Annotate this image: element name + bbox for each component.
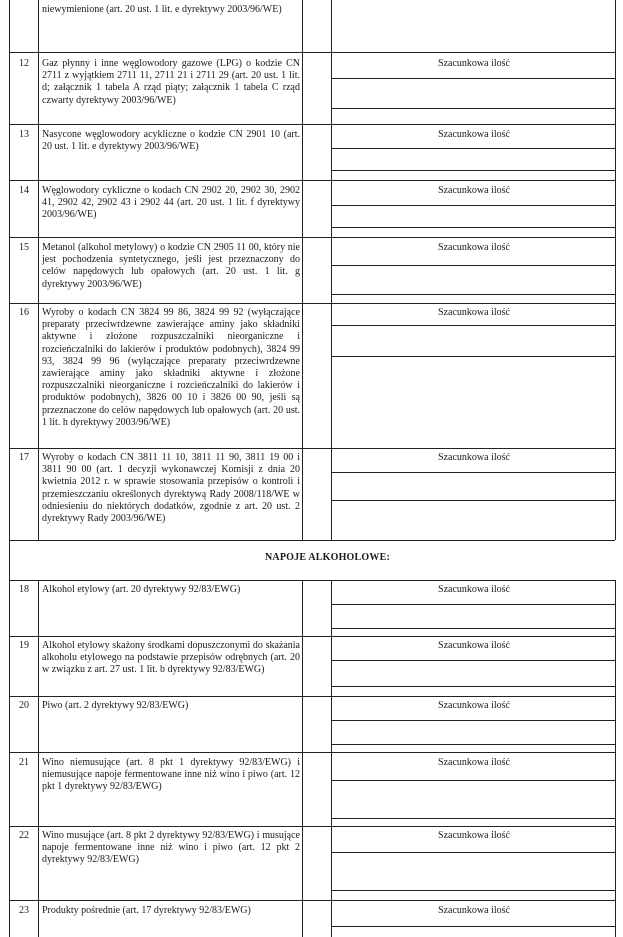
row-border <box>9 580 331 581</box>
row-border <box>9 237 331 238</box>
quantity-border <box>331 926 615 927</box>
row-description: Wino niemusujące (art. 8 pkt 1 dyrektywy 92/83/EWG) i niemusujące napoje fermentowane inne niż wino i piwo (art. 12 pkt 1 dyrektywy 92/83/EWG) <box>42 757 300 793</box>
quantity-border <box>331 325 615 326</box>
row-description: Węglowodory cykliczne o kodach CN 2902 20, 2902 30, 2902 41, 2902 42, 2902 43 i 2902 44 (art. 20 ust. 1 lit. f dyrektywy 2003/96/WE) <box>42 185 300 221</box>
row-number: 23 <box>19 905 29 916</box>
quantity-label: Szacunkowa ilość <box>438 700 510 711</box>
quantity-label: Szacunkowa ilość <box>438 242 510 253</box>
quantity-label: Szacunkowa ilość <box>438 757 510 768</box>
row-description: Gaz płynny i inne węglowodory gazowe (LPG) o kodzie CN 2711 z wyjątkiem 2711 11, 2711 21 i 2711 29 (art. 20 ust. 1 lit. d; załącznik 1 tabela A rząd piąty; załącznik 1 tabela C rząd czwarty dyrektywy 2003/96/WE) <box>42 58 300 106</box>
row-description: Nasycone węglowodory acykliczne o kodzie CN 2901 10 (art. 20 ust. 1 lit. e dyrektywy 2003/96/WE) <box>42 129 300 153</box>
row-description: Alkohol etylowy skażony środkami dopuszczonymi do skażania alkoholu etylowego na podstawie przepisów odrębnych (art. 20 w związku z art. 27 ust. 1 lit. b dyrektywy 92/83/EWG) <box>42 640 300 676</box>
quantity-border <box>331 720 615 721</box>
quantity-border <box>331 78 615 79</box>
row-number: 19 <box>19 640 29 651</box>
row-description: Piwo (art. 2 dyrektywy 92/83/EWG) <box>42 700 189 711</box>
quantity-border <box>331 472 615 473</box>
quantity-border <box>331 744 615 745</box>
row-description: Metanol (alkohol metylowy) o kodzie CN 2905 11 00, który nie jest pochodzenia syntetycznego, jeśli jest przeznaczony do celów napędowych lub opałowych (art. 20 ust. 1 lit. g dyrektywy 2003/96/WE) <box>42 242 300 290</box>
row-border <box>9 180 331 181</box>
row-number: 21 <box>19 757 29 768</box>
quantity-border <box>331 628 615 629</box>
row-number: 22 <box>19 830 29 841</box>
quantity-border <box>331 205 615 206</box>
row-border <box>9 696 331 697</box>
row-number: 17 <box>19 452 29 463</box>
quantity-border <box>331 818 615 819</box>
quantity-label: Szacunkowa ilość <box>438 129 510 140</box>
row-description: Alkohol etylowy (art. 20 dyrektywy 92/83/EWG) <box>42 584 241 595</box>
quantity-label: Szacunkowa ilość <box>438 640 510 651</box>
quantity-border <box>331 356 615 357</box>
quantity-label: Szacunkowa ilość <box>438 185 510 196</box>
row-border <box>9 52 331 53</box>
quantity-border <box>331 170 615 171</box>
quantity-border <box>331 294 615 295</box>
row-description: Produkty pośrednie (art. 17 dyrektywy 92/83/EWG) <box>42 905 251 916</box>
quantity-border <box>331 108 615 109</box>
row-border <box>9 752 331 753</box>
row-number: 20 <box>19 700 29 711</box>
quantity-border <box>331 148 615 149</box>
row-border <box>9 900 331 901</box>
quantity-border <box>331 265 615 266</box>
row-description: niewymienione (art. 20 ust. 1 lit. e dyrektywy 2003/96/WE) <box>42 4 282 15</box>
quantity-border <box>331 227 615 228</box>
row-description: Wino musujące (art. 8 pkt 2 dyrektywy 92/83/EWG) i musujące napoje fermentowane inne niż wino i piwo (art. 12 pkt 2 dyrektywy 92/83/EWG) <box>42 830 300 866</box>
quantity-border <box>331 826 615 827</box>
quantity-border <box>331 303 615 304</box>
row-number: 16 <box>19 307 29 318</box>
row-border <box>9 540 331 541</box>
table-border <box>615 0 616 540</box>
row-border <box>9 448 331 449</box>
row-border <box>9 124 331 125</box>
quantity-label: Szacunkowa ilość <box>438 584 510 595</box>
quantity-border <box>331 636 615 637</box>
quantity-border <box>331 686 615 687</box>
quantity-border <box>331 580 615 581</box>
row-border <box>9 826 331 827</box>
table-border <box>615 580 616 937</box>
row-description: Wyroby o kodach CN 3824 99 86, 3824 99 92 (wyłączające preparaty przeciwrdzewne zawierające aminy jako składniki aktywne i złożone rozpuszczalniki nieorganiczne i rozcieńczalniki do lakierów i produktów podobnych), 3824 99 93, 3824 99 96 (wyłączające preparaty przeciwrdzewne zawierające aminy jako składniki aktywne i złożone rozpuszczalniki nieorganiczne i rozcieńczalniki do lakierów i produktów podobnych), 3826 00 10 i 3826 00 90, jeśli są przeznaczone do celów napędowych lub opałowych (art. 20 ust. 1 lit. h dyrektywy 2003/96/WE) <box>42 307 300 428</box>
quantity-border <box>331 900 615 901</box>
row-number: 12 <box>19 58 29 69</box>
quantity-border <box>331 540 615 541</box>
row-description: Wyroby o kodach CN 3811 11 10, 3811 11 90, 3811 19 00 i 3811 90 00 (art. 1 decyzji wykonawczej Komisji z dnia 20 kwietnia 2012 r. w sprawie stosowania przepisów o kontroli i przemieszczaniu określonych dyrektywą Rady 2008/118/WE w odniesieniu do niektórych dodatków, zgodnie z art. 20 ust. 2 dyrektywy Rady 2003/96/WE) <box>42 452 300 525</box>
row-number: 14 <box>19 185 29 196</box>
section-heading: NAPOJE ALKOHOLOWE: <box>264 552 390 563</box>
quantity-label: Szacunkowa ilość <box>438 905 510 916</box>
quantity-border <box>331 780 615 781</box>
table-border <box>331 580 332 937</box>
quantity-label: Szacunkowa ilość <box>438 830 510 841</box>
row-border <box>9 303 331 304</box>
row-number: 13 <box>19 129 29 140</box>
quantity-border <box>331 752 615 753</box>
quantity-label: Szacunkowa ilość <box>438 307 510 318</box>
quantity-border <box>331 852 615 853</box>
quantity-label: Szacunkowa ilość <box>438 452 510 463</box>
quantity-label: Szacunkowa ilość <box>438 58 510 69</box>
quantity-border <box>331 52 615 53</box>
quantity-border <box>331 890 615 891</box>
quantity-border <box>331 448 615 449</box>
row-number: 15 <box>19 242 29 253</box>
table-border <box>302 0 303 540</box>
quantity-border <box>331 696 615 697</box>
quantity-border <box>331 237 615 238</box>
row-border <box>9 636 331 637</box>
quantity-border <box>331 500 615 501</box>
quantity-border <box>331 124 615 125</box>
table-border <box>331 0 332 540</box>
quantity-border <box>331 180 615 181</box>
quantity-border <box>331 604 615 605</box>
row-number: 18 <box>19 584 29 595</box>
quantity-border <box>331 660 615 661</box>
table-border <box>302 580 303 937</box>
